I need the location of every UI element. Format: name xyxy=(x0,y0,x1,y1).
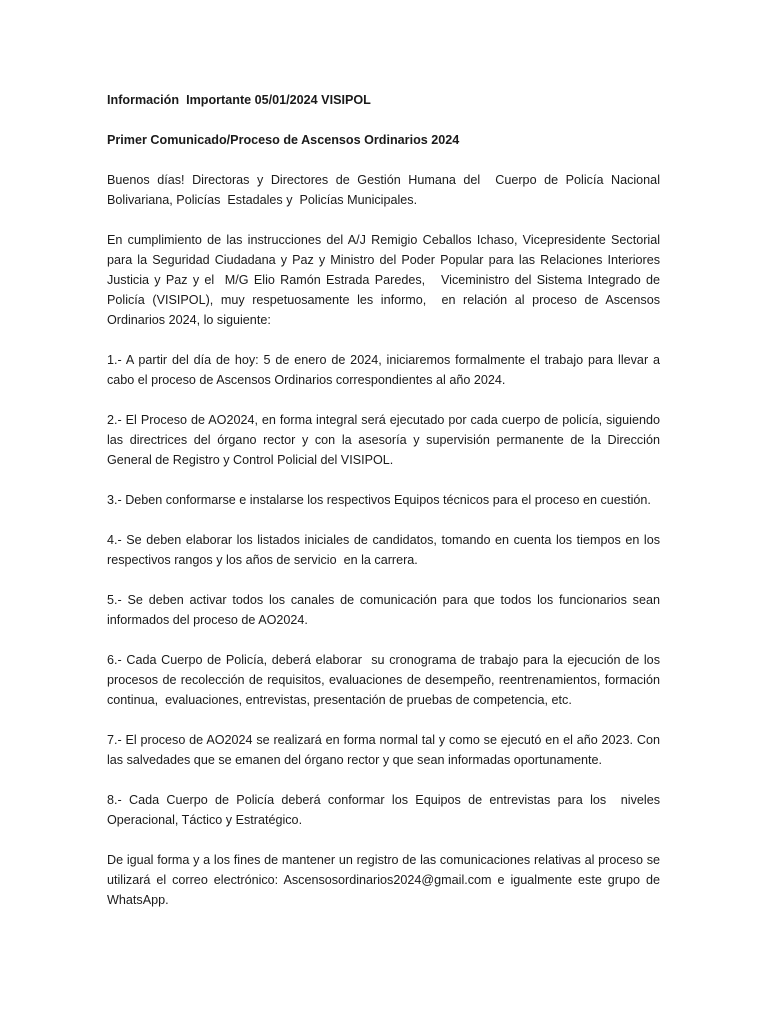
closing-paragraph: De igual forma y a los fines de mantener un registro de las comunicaciones relativas al proceso se utilizará el correo electrónico: Ascensosordinarios2024@gmail.com e igualmente este grupo de WhatsApp. xyxy=(107,853,664,907)
list-item-4: 4.- Se deben elaborar los listados iniciales de candidatos, tomando en cuenta los tiempos en los respectivos rangos y los años de servicio en la carrera. xyxy=(107,533,664,567)
list-item-7: 7.- El proceso de AO2024 se realizará en forma normal tal y como se ejecutó en el año 2023. Con las salvedades que se emanen del órgano rector y que sean informadas oportunamente. xyxy=(107,733,664,767)
list-item-1: 1.- A partir del día de hoy: 5 de enero de 2024, iniciaremos formalmente el trabajo para llevar a cabo el proceso de Ascensos Ordinarios correspondientes al año 2024. xyxy=(107,353,664,387)
intro-paragraph: En cumplimiento de las instrucciones del A/J Remigio Ceballos Ichaso, Vicepresidente Sectorial para la Seguridad Ciudadana y Paz y Ministro del Poder Popular para las Relaciones Interiores Justicia y Paz y el M/G Elio Ramón Estrada Paredes, Viceministro del Sistema Integrado de Policía (VISIPOL), muy respetuosamente les informo, en relación al proceso de Ascensos Ordinarios 2024, lo siguiente: xyxy=(107,233,664,327)
document-subtitle: Primer Comunicado/Proceso de Ascensos Ordinarios 2024 xyxy=(107,133,460,147)
list-item-3: 3.- Deben conformarse e instalarse los respectivos Equipos técnicos para el proceso en cuestión. xyxy=(107,493,651,507)
document-page xyxy=(107,90,664,910)
greeting-paragraph: Buenos días! Directoras y Directores de Gestión Humana del Cuerpo de Policía Nacional Bolivariana, Policías Estadales y Policías Municipales. xyxy=(107,173,664,207)
list-item-8: 8.- Cada Cuerpo de Policía deberá conformar los Equipos de entrevistas para los niveles Operacional, Táctico y Estratégico. xyxy=(107,793,664,827)
list-item-2: 2.- El Proceso de AO2024, en forma integral será ejecutado por cada cuerpo de policía, siguiendo las directrices del órgano rector y con la asesoría y supervisión permanente de la Dirección General de Registro y Control Policial del VISIPOL. xyxy=(107,413,664,467)
list-item-5: 5.- Se deben activar todos los canales de comunicación para que todos los funcionarios sean informados del proceso de AO2024. xyxy=(107,593,664,627)
document-title: Información Importante 05/01/2024 VISIPOL xyxy=(107,93,371,107)
list-item-6: 6.- Cada Cuerpo de Policía, deberá elaborar su cronograma de trabajo para la ejecución de los procesos de recolección de requisitos, evaluaciones de desempeño, reentrenamientos, formación continua, evaluaciones, entrevistas, presentación de pruebas de competencia, etc. xyxy=(107,653,664,707)
